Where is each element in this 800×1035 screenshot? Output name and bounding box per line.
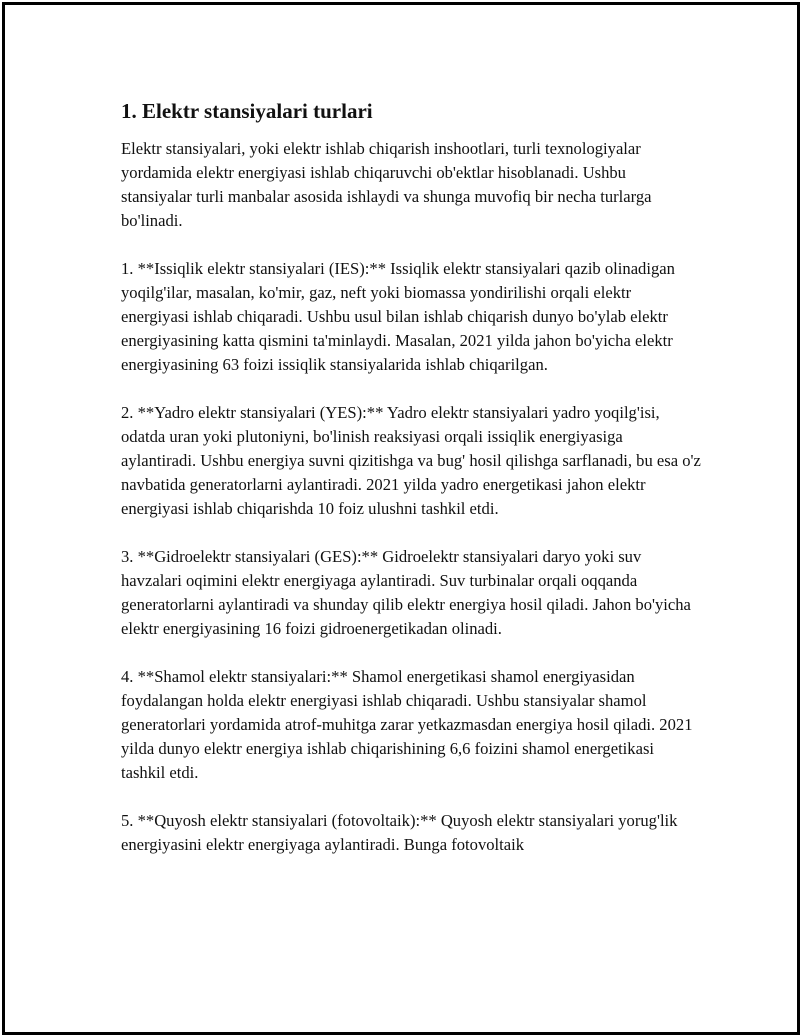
paragraph-thermal-plants: 1. **Issiqlik elektr stansiyalari (IES):** Issiqlik elektr stansiyalari qazib olinadigan yoqilg'ilar, masalan, ko'mir, gaz, neft yoki biomassa yondirilishi orqali elektr energiyasi ishlab chiqaradi. Ushbu usul bilan ishlab chiqarish dunyo bo'ylab elektr energiyasining katta qismini ta'minlaydi. Masalan, 2021 yilda jahon bo'yicha elektr energiyasining 63 foizi issiqlik stansiyalarida ishlab chiqarilgan. <box>121 259 675 374</box>
intro-paragraph: Elektr stansiyalari, yoki elektr ishlab chiqarish inshootlari, turli texnologiyalar yordamida elektr energiyasi ishlab chiqaruvchi ob'ektlar hisoblanadi. Ushbu stansiyalar turli manbalar asosida ishlaydi va shunga muvofiq bir necha turlarga bo'linadi. <box>121 139 652 230</box>
paragraph-wind-plants: 4. **Shamol elektr stansiyalari:** Shamol energetikasi shamol energiyasidan foydalangan holda elektr energiyasi ishlab chiqaradi. Ushbu stansiyalar shamol generatorlari yordamida atrof-muhitga zarar yetkazmasdan energiya hosil qiladi. 2021 yilda dunyo elektr energiya ishlab chiqarishining 6,6 foizini shamol energetikasi tashkil etdi. <box>121 667 693 782</box>
paragraph-nuclear-plants: 2. **Yadro elektr stansiyalari (YES):** Yadro elektr stansiyalari yadro yoqilg'isi, odatda uran yoki plutoniyni, bo'linish reaksiyasi orqali issiqlik energiyasiga aylantiradi. Ushbu energiya suvni qizitishga va bug' hosil qilishga sarflanadi, bu esa o'z navbatida generatorlarni aylantiradi. 2021 yilda yadro energetikasi jahon elektr energiyasi ishlab chiqarishda 10 foiz ulushni tashkil etdi. <box>121 403 701 518</box>
document-body <box>121 97 701 857</box>
section-title: 1. Elektr stansiyalari turlari <box>121 99 373 123</box>
page-frame <box>2 2 800 1035</box>
paragraph-hydro-plants: 3. **Gidroelektr stansiyalari (GES):** Gidroelektr stansiyalari daryo yoki suv havzalari oqimini elektr energiyaga aylantiradi. Suv turbinalar orqali oqqanda generatorlarni aylantiradi va shunday qilib elektr energiya hosil qiladi. Jahon bo'yicha elektr energiyasining 16 foizi gidroenergetikadan olinadi. <box>121 547 691 638</box>
paragraph-solar-plants: 5. **Quyosh elektr stansiyalari (fotovoltaik):** Quyosh elektr stansiyalari yorug'lik energiyasini elektr energiyaga aylantiradi. Bunga fotovoltaik <box>121 811 678 854</box>
